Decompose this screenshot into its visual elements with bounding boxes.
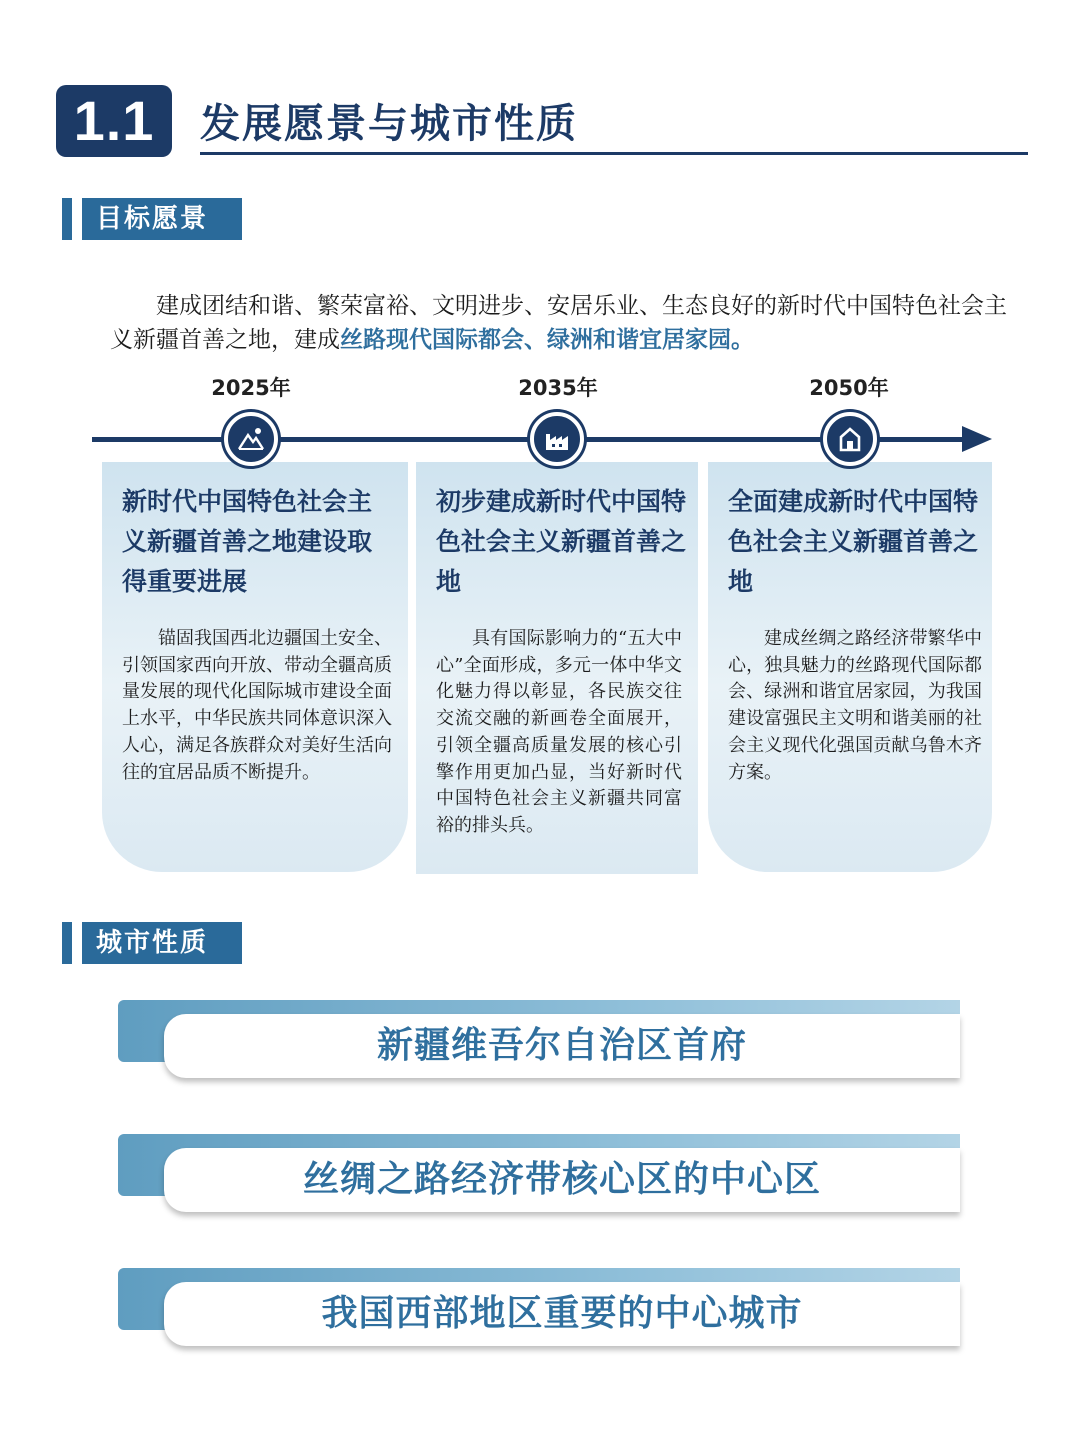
card-title: 新时代中国特色社会主义新疆首善之地建设取得重要进展 [122, 487, 373, 596]
nature-label: 城市性质 [82, 922, 242, 964]
timeline-year-2025: 2025年 [211, 376, 291, 400]
vision-intro-highlight: 丝路现代国际都会、绿洲和谐宜居家园。 [340, 326, 754, 353]
house-icon [823, 412, 877, 466]
nature-item [118, 1268, 960, 1348]
section-title: 发展愿景与城市性质 [200, 101, 578, 147]
nature-item-text: 丝绸之路经济带核心区的中心区 [164, 1148, 960, 1212]
section-number: 1.1 [56, 85, 172, 157]
timeline-card-2025 [102, 462, 408, 872]
section-rule [200, 152, 1028, 155]
card-body: 建成丝绸之路经济带繁华中心，独具魅力的丝路现代国际都会、绿洲和谐宜居家园，为我国建设富强民主文明和谐美丽的社会主义现代化强国贡献乌鲁木齐方案。 [728, 628, 982, 783]
nature-item [118, 1000, 960, 1080]
vision-label: 目标愿景 [82, 198, 242, 240]
mountain-icon [224, 412, 278, 466]
nature-label-bar [62, 922, 72, 964]
card-body: 具有国际影响力的“五大中心”全面形成，多元一体中华文化魅力得以彰显，各民族交往交流交融的新画卷全面展开，引领全疆高质量发展的核心引擎作用更加凸显，当好新时代中国特色社会主义新疆共同富裕的排头兵。 [436, 628, 682, 836]
timeline-card-2035 [416, 462, 698, 874]
timeline-arrow [962, 426, 992, 452]
timeline-card-2050 [708, 462, 992, 872]
vision-label-bar [62, 198, 72, 240]
timeline-year-2050: 2050年 [809, 376, 889, 400]
vision-intro-text: 建成团结和谐、繁荣富裕、文明进步、安居乐业、生态良好的新时代中国特色社会主义新疆首善之地，建成 [110, 293, 1007, 353]
card-body: 锚固我国西北边疆国土安全、引领国家西向开放、带动全疆高质量发展的现代化国际城市建设全面上水平，中华民族共同体意识深入人心，满足各族群众对美好生活向往的宜居品质不断提升。 [122, 628, 392, 783]
nature-item [118, 1134, 960, 1214]
vision-intro [110, 290, 1020, 357]
factory-icon [530, 412, 584, 466]
card-title: 初步建成新时代中国特色社会主义新疆首善之地 [436, 487, 687, 596]
timeline-year-2035: 2035年 [518, 376, 598, 400]
nature-item-text: 我国西部地区重要的中心城市 [164, 1282, 960, 1346]
nature-item-text: 新疆维吾尔自治区首府 [164, 1014, 960, 1078]
card-title: 全面建成新时代中国特色社会主义新疆首善之地 [728, 487, 979, 596]
